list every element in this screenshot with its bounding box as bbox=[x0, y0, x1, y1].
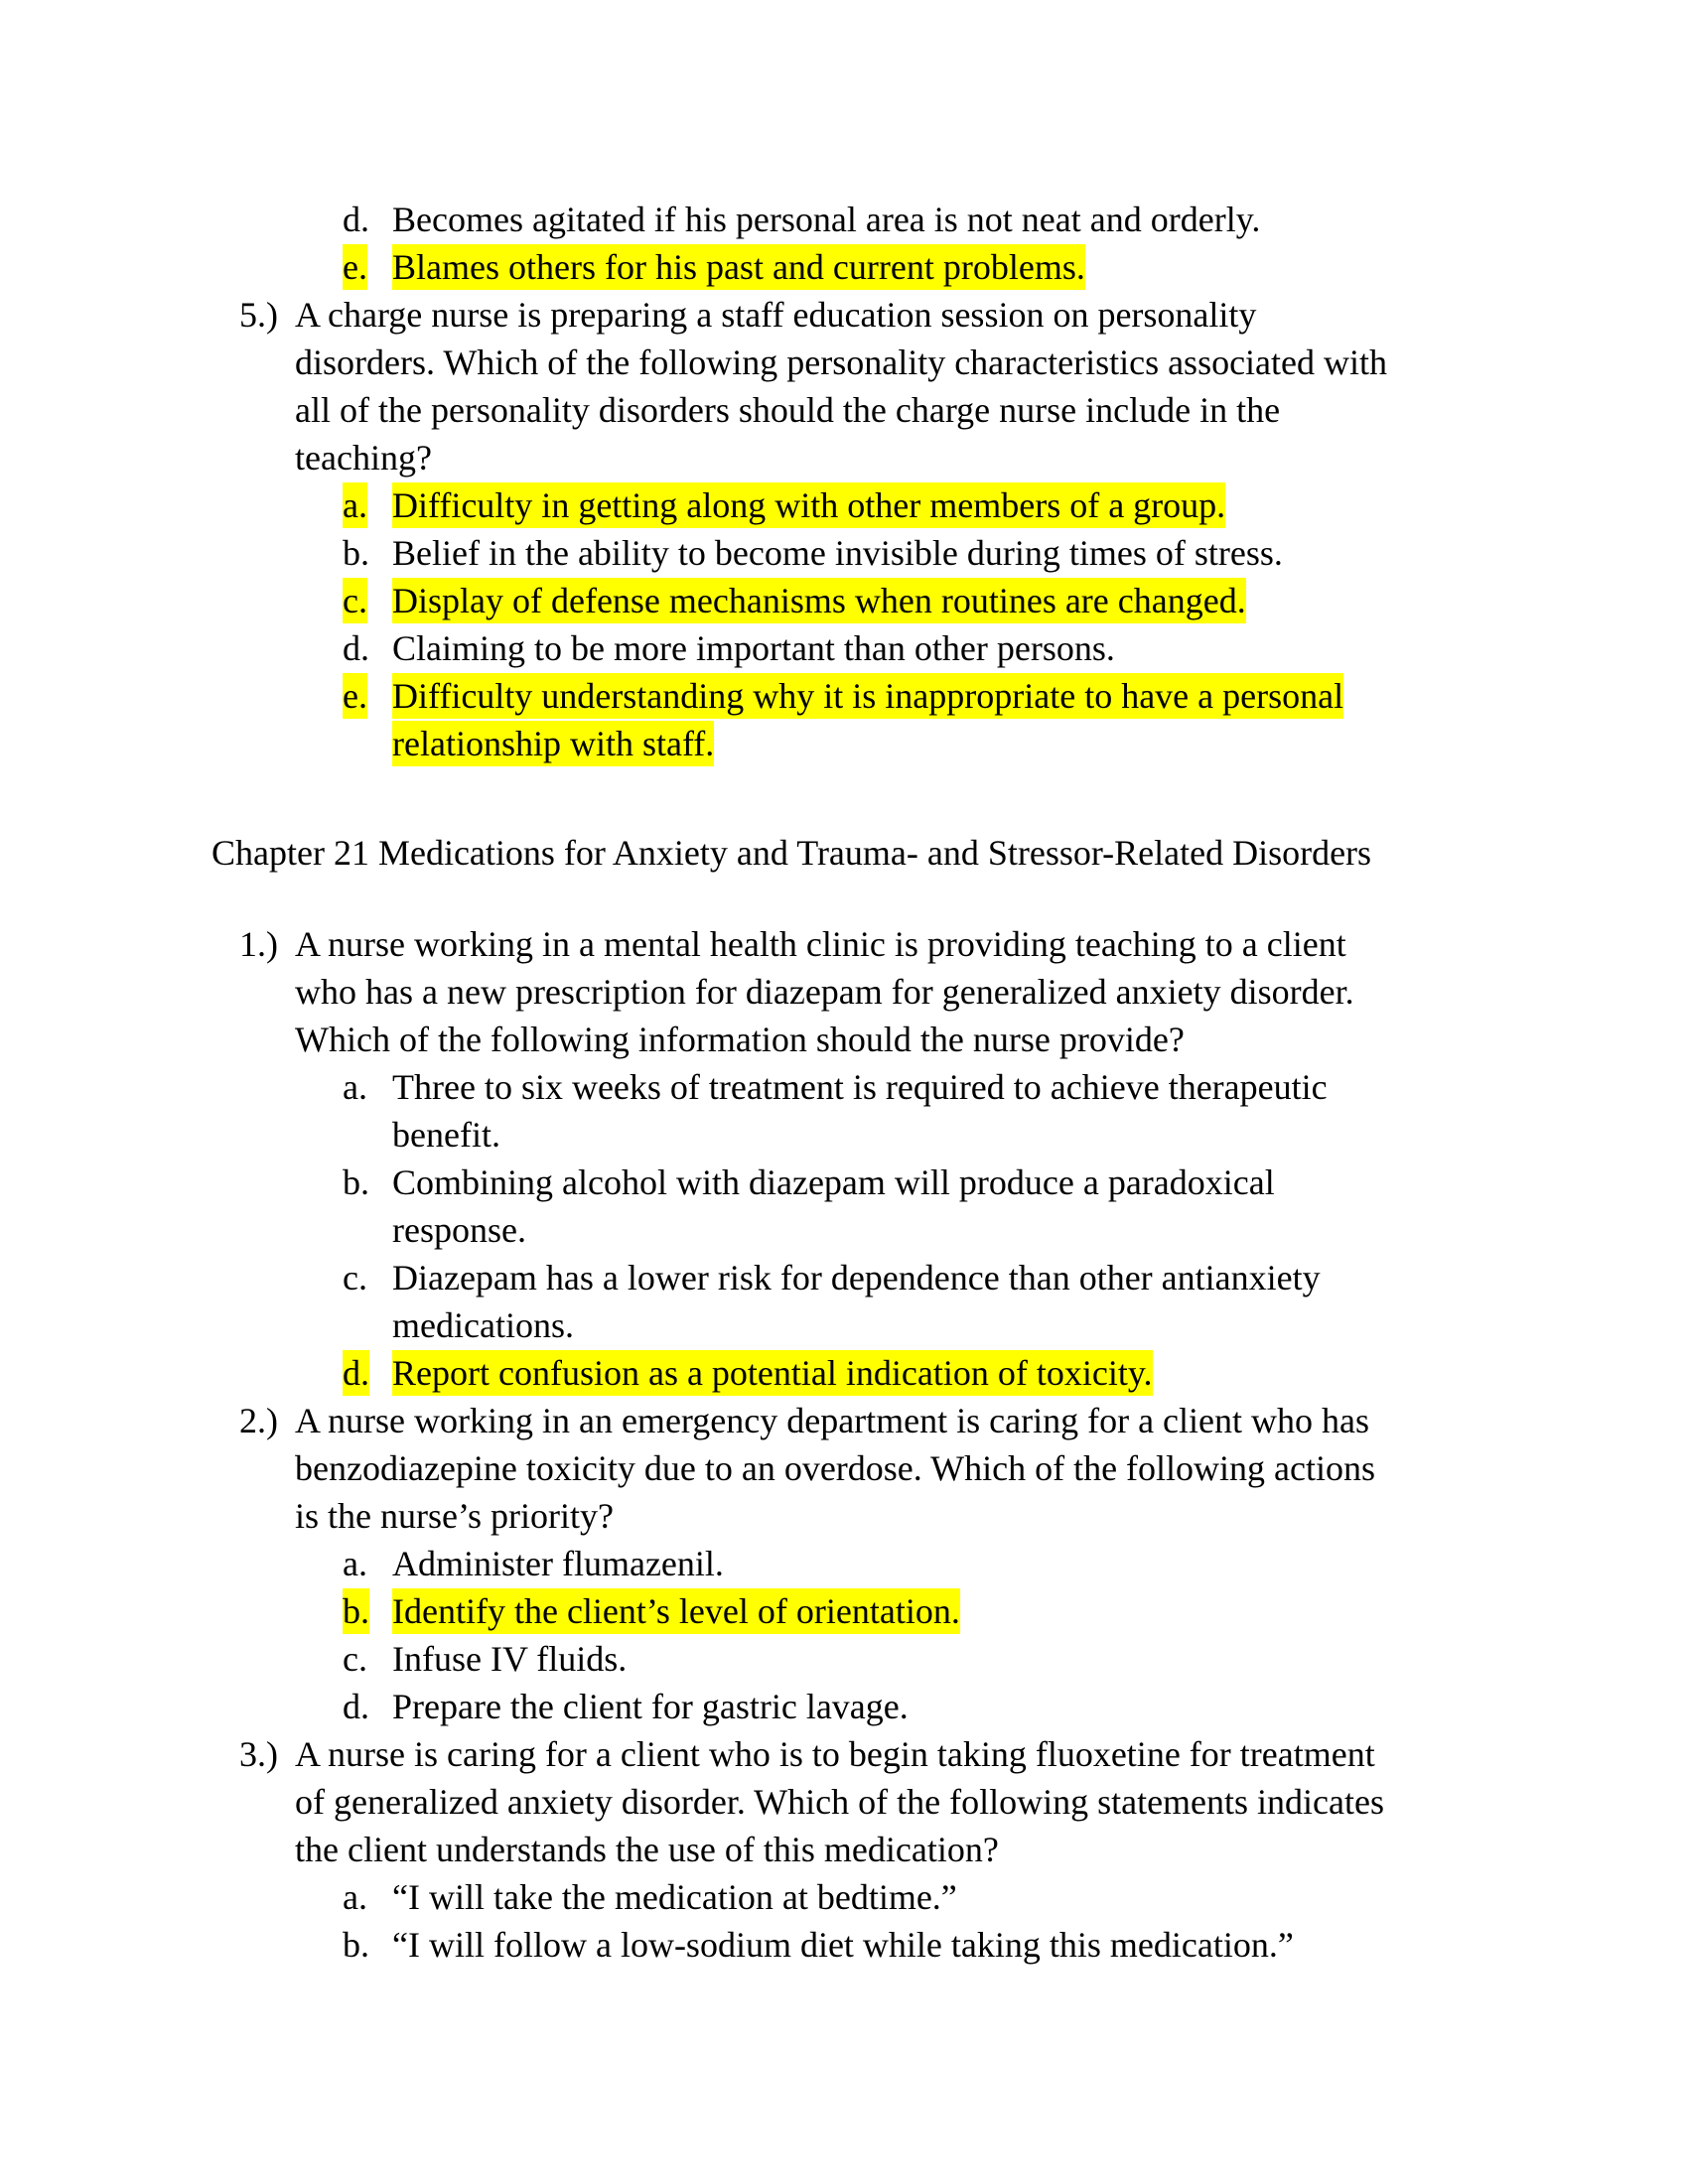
option-letter: b. bbox=[343, 533, 369, 573]
option-letter: d. bbox=[343, 1687, 369, 1726]
option-letter-highlighted: e. bbox=[343, 244, 367, 290]
question-text: A nurse working in an emergency department is caring for a client who has bbox=[295, 1401, 1370, 1440]
question-text: of generalized anxiety disorder. Which of the following statements indicates bbox=[295, 1782, 1384, 1822]
option-letter: b. bbox=[343, 1162, 369, 1202]
option-text-highlighted: Difficulty understanding why it is inappropriate to have a personal bbox=[392, 673, 1343, 719]
option-letter: c. bbox=[343, 1258, 367, 1297]
option-letter: a. bbox=[343, 1544, 367, 1583]
option-letter-highlighted: d. bbox=[343, 1350, 369, 1396]
option-letter: d. bbox=[343, 628, 369, 668]
option-text: Combining alcohol with diazepam will produce a paradoxical bbox=[392, 1162, 1275, 1202]
option-text: Administer flumazenil. bbox=[392, 1544, 724, 1583]
option-letter: b. bbox=[343, 1925, 369, 1965]
question-text: the client understands the use of this medication? bbox=[295, 1830, 999, 1869]
option-text: Becomes agitated if his personal area is not neat and orderly. bbox=[392, 200, 1261, 239]
option-letter-highlighted: c. bbox=[343, 578, 367, 623]
option-text-highlighted: Report confusion as a potential indication of toxicity. bbox=[392, 1350, 1153, 1396]
option-text-highlighted: Display of defense mechanisms when routines are changed. bbox=[392, 578, 1246, 623]
question-text: A nurse working in a mental health clinic is providing teaching to a client bbox=[295, 924, 1346, 964]
option-letter-highlighted: e. bbox=[343, 673, 367, 719]
option-text: response. bbox=[392, 1210, 526, 1250]
option-text-highlighted: Blames others for his past and current problems. bbox=[392, 244, 1085, 290]
option-text: medications. bbox=[392, 1305, 574, 1345]
question-text: A nurse is caring for a client who is to begin taking fluoxetine for treatment bbox=[295, 1734, 1375, 1774]
option-text-highlighted: Identify the client’s level of orientation. bbox=[392, 1588, 960, 1634]
question-text: is the nurse’s priority? bbox=[295, 1496, 614, 1536]
question-text: Which of the following information should the nurse provide? bbox=[295, 1020, 1185, 1059]
option-letter: a. bbox=[343, 1067, 367, 1107]
option-letter: d. bbox=[343, 200, 369, 239]
option-letter: c. bbox=[343, 1639, 367, 1679]
option-text: benefit. bbox=[392, 1115, 500, 1155]
option-text-highlighted: Difficulty in getting along with other members of a group. bbox=[392, 482, 1225, 528]
option-letter-highlighted: a. bbox=[343, 482, 367, 528]
option-text: Claiming to be more important than other persons. bbox=[392, 628, 1115, 668]
option-text: Infuse IV fluids. bbox=[392, 1639, 628, 1679]
question-text: teaching? bbox=[295, 438, 432, 478]
question-text: A charge nurse is preparing a staff education session on personality bbox=[295, 295, 1257, 335]
option-letter-highlighted: b. bbox=[343, 1588, 369, 1634]
option-text: Three to six weeks of treatment is required to achieve therapeutic bbox=[392, 1067, 1328, 1107]
chapter-heading: Chapter 21 Medications for Anxiety and Trauma- and Stressor-Related Disorders bbox=[211, 833, 1372, 873]
option-letter: a. bbox=[343, 1877, 367, 1917]
option-text: Diazepam has a lower risk for dependence than other antianxiety bbox=[392, 1258, 1321, 1297]
question-number: 5.) bbox=[239, 295, 278, 335]
option-text: “I will follow a low-sodium diet while taking this medication.” bbox=[392, 1925, 1294, 1965]
option-text-highlighted: relationship with staff. bbox=[392, 721, 714, 766]
question-text: disorders. Which of the following personality characteristics associated with bbox=[295, 342, 1388, 382]
question-text: all of the personality disorders should the charge nurse include in the bbox=[295, 390, 1281, 430]
question-number: 3.) bbox=[239, 1734, 278, 1774]
option-text: Prepare the client for gastric lavage. bbox=[392, 1687, 909, 1726]
option-text: Belief in the ability to become invisible during times of stress. bbox=[392, 533, 1283, 573]
question-text: who has a new prescription for diazepam for generalized anxiety disorder. bbox=[295, 972, 1354, 1012]
question-number: 2.) bbox=[239, 1401, 278, 1440]
question-text: benzodiazepine toxicity due to an overdose. Which of the following actions bbox=[295, 1448, 1376, 1488]
question-number: 1.) bbox=[239, 924, 278, 964]
option-text: “I will take the medication at bedtime.” bbox=[392, 1877, 957, 1917]
